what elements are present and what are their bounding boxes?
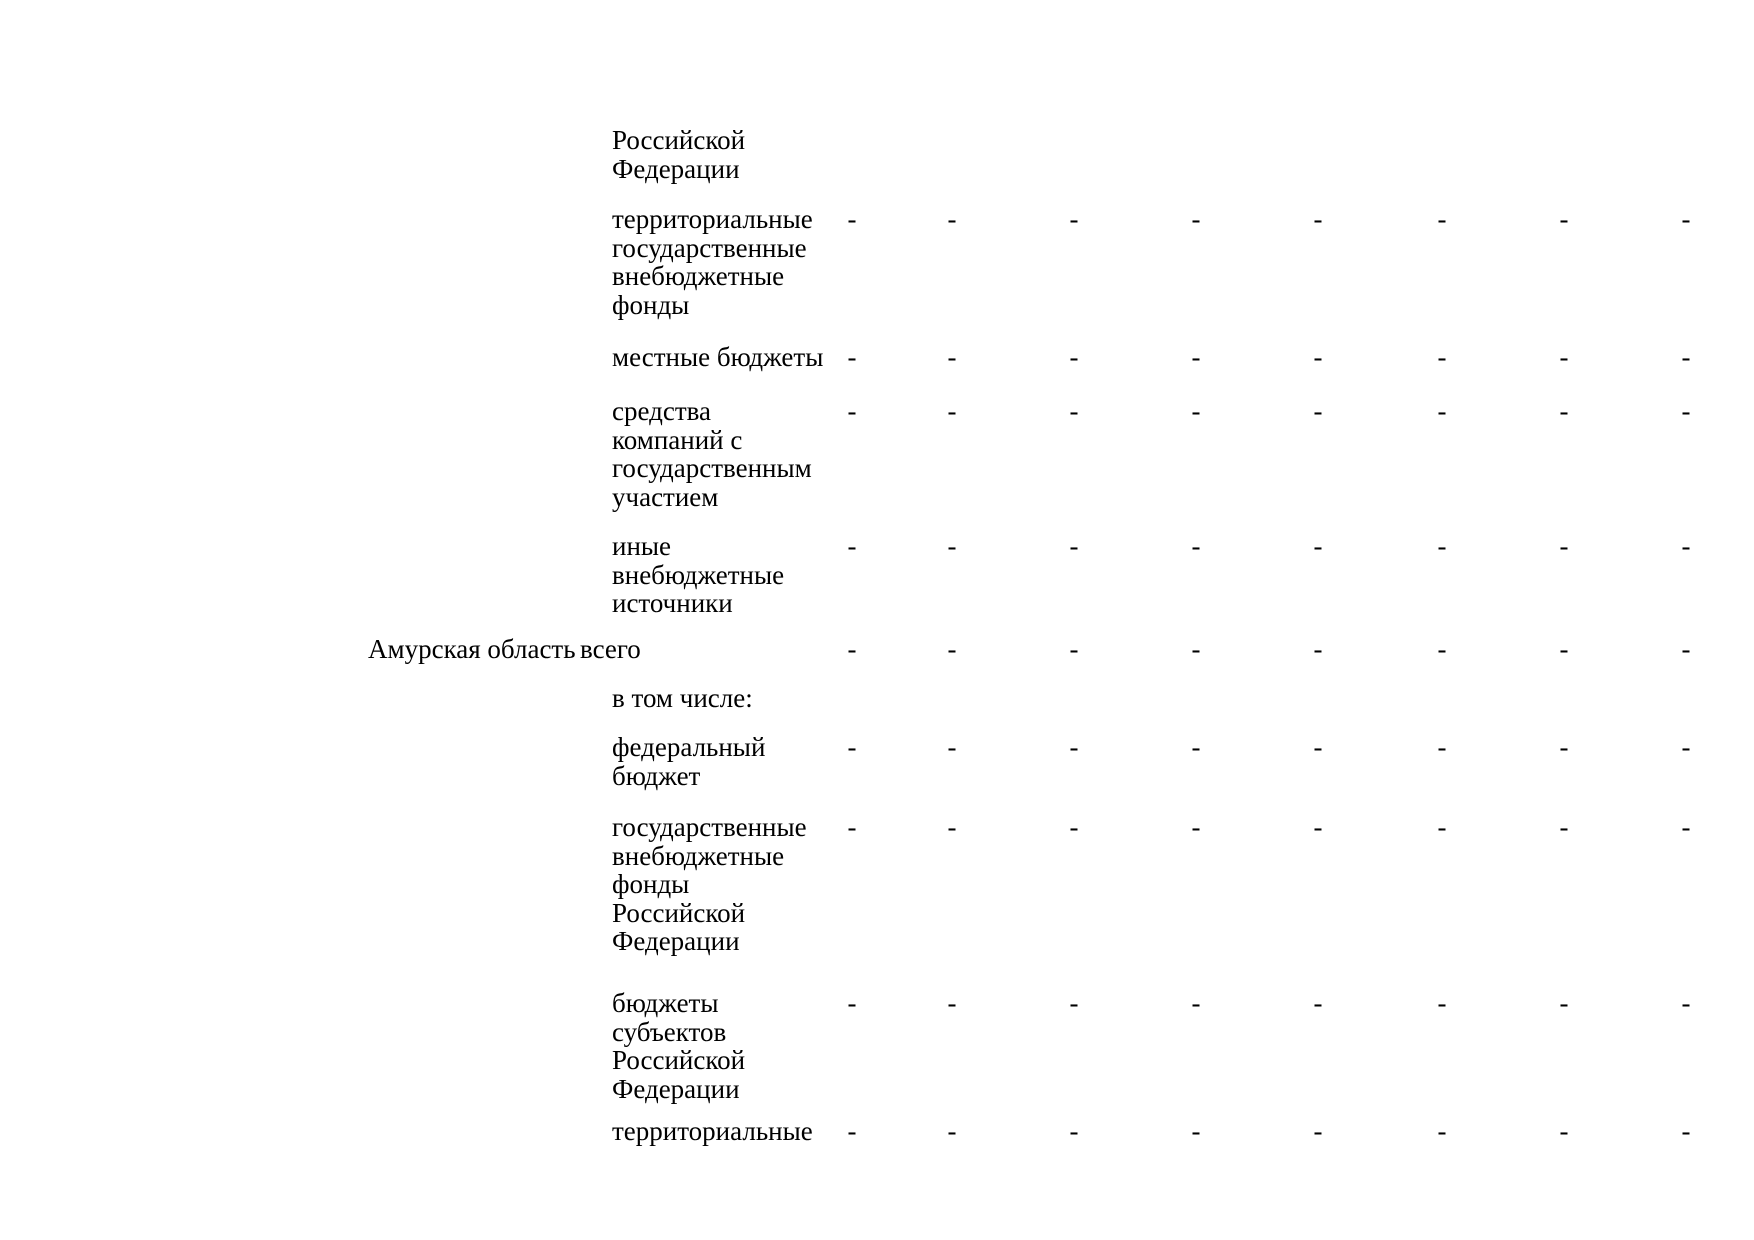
source-cell — [612, 205, 813, 319]
value-cell: - — [847, 732, 857, 762]
value-cell: - — [1069, 396, 1079, 426]
source-line: внебюджетные — [612, 559, 785, 590]
value-cell: - — [847, 342, 857, 372]
value-cell: - — [947, 204, 957, 234]
value-cell: - — [1313, 988, 1323, 1018]
value-cell: - — [1559, 634, 1569, 664]
source-line: Федерации — [612, 1073, 740, 1104]
source-cell — [612, 813, 807, 956]
value-cell: - — [1191, 634, 1201, 664]
value-cell: - — [847, 531, 857, 561]
source-line: внебюджетные — [612, 840, 785, 871]
source-cell — [580, 635, 641, 664]
value-cell: - — [1069, 634, 1079, 664]
value-cell: - — [1313, 396, 1323, 426]
value-cell: - — [1313, 342, 1323, 372]
source-cell — [612, 126, 745, 183]
source-line: фонды — [612, 289, 690, 320]
source-line: Российской — [612, 125, 746, 155]
source-line: федеральный — [612, 732, 766, 762]
value-cell: - — [1191, 988, 1201, 1018]
value-cell: - — [847, 204, 857, 234]
value-cell: - — [1437, 1116, 1447, 1146]
value-cell: - — [1191, 342, 1201, 372]
source-line: государственные — [612, 232, 807, 263]
source-line: Федерации — [612, 153, 740, 184]
source-line: территориальные — [612, 204, 813, 234]
value-cell: - — [1069, 531, 1079, 561]
source-line: государственные — [612, 812, 807, 842]
value-cell: - — [1313, 1116, 1323, 1146]
source-cell — [612, 397, 812, 511]
source-line: иные — [612, 531, 672, 561]
value-cell: - — [1559, 396, 1569, 426]
value-cell: - — [1313, 634, 1323, 664]
value-cell: - — [847, 1116, 857, 1146]
value-cell: - — [1191, 732, 1201, 762]
value-cell: - — [1681, 1116, 1691, 1146]
value-cell: - — [1437, 396, 1447, 426]
source-line: Российской — [612, 1045, 746, 1075]
source-line: государственным — [612, 453, 812, 483]
value-cell: - — [847, 988, 857, 1018]
source-cell — [612, 1117, 813, 1146]
value-cell: - — [1191, 1116, 1201, 1146]
source-line: источники — [612, 588, 733, 618]
source-line: внебюджетные — [612, 261, 785, 291]
value-cell: - — [1681, 988, 1691, 1018]
source-cell — [612, 343, 823, 372]
value-cell: - — [1313, 204, 1323, 234]
value-cell: - — [1313, 531, 1323, 561]
value-cell: - — [947, 396, 957, 426]
source-line: компаний с — [612, 424, 743, 455]
value-cell: - — [1191, 531, 1201, 561]
value-cell: - — [1437, 812, 1447, 842]
value-cell: - — [1559, 1116, 1569, 1146]
value-cell: - — [1559, 204, 1569, 234]
value-cell: - — [947, 531, 957, 561]
value-cell: - — [1559, 732, 1569, 762]
value-cell: - — [1437, 531, 1447, 561]
value-cell: - — [1069, 812, 1079, 842]
value-cell: - — [1559, 812, 1569, 842]
source-cell — [612, 733, 765, 790]
value-cell: - — [1437, 732, 1447, 762]
value-cell: - — [1681, 812, 1691, 842]
source-line: в том числе: — [612, 683, 753, 713]
value-cell: - — [1559, 342, 1569, 372]
value-cell: - — [1191, 204, 1201, 234]
value-cell: - — [1681, 531, 1691, 561]
source-line: Федерации — [612, 926, 740, 956]
value-cell: - — [1437, 204, 1447, 234]
value-cell: - — [1681, 342, 1691, 372]
value-cell: - — [947, 732, 957, 762]
value-cell: - — [947, 812, 957, 842]
source-line: территориальные — [612, 1116, 813, 1146]
value-cell: - — [947, 988, 957, 1018]
value-cell: - — [847, 812, 857, 842]
value-cell: - — [947, 634, 957, 664]
value-cell: - — [1681, 732, 1691, 762]
source-line: бюджет — [612, 760, 701, 791]
value-cell: - — [1313, 732, 1323, 762]
value-cell: - — [1559, 988, 1569, 1018]
value-cell: - — [1069, 1116, 1079, 1146]
source-line: местные бюджеты — [612, 342, 824, 372]
source-line: участием — [612, 481, 719, 512]
value-cell: - — [1069, 732, 1079, 762]
source-line: фонды — [612, 869, 690, 899]
value-cell: - — [1437, 634, 1447, 664]
value-cell: - — [947, 1116, 957, 1146]
region-cell: Амурская область — [368, 634, 576, 664]
source-line: средства — [612, 396, 712, 426]
value-cell: - — [847, 396, 857, 426]
source-line: Российской — [612, 897, 746, 928]
value-cell: - — [1681, 204, 1691, 234]
source-line: бюджеты — [612, 988, 719, 1018]
value-cell: - — [1191, 396, 1201, 426]
source-line: всего — [580, 634, 641, 664]
source-cell — [612, 532, 784, 618]
value-cell: - — [1069, 988, 1079, 1018]
value-cell: - — [1681, 396, 1691, 426]
value-cell: - — [847, 634, 857, 664]
value-cell: - — [1559, 531, 1569, 561]
source-cell — [612, 989, 745, 1103]
value-cell: - — [1437, 988, 1447, 1018]
value-cell: - — [1191, 812, 1201, 842]
value-cell: - — [1437, 342, 1447, 372]
value-cell: - — [1681, 634, 1691, 664]
value-cell: - — [947, 342, 957, 372]
value-cell: - — [1313, 812, 1323, 842]
value-cell: - — [1069, 204, 1079, 234]
source-cell — [612, 684, 753, 713]
source-line: субъектов — [612, 1016, 727, 1047]
value-cell: - — [1069, 342, 1079, 372]
